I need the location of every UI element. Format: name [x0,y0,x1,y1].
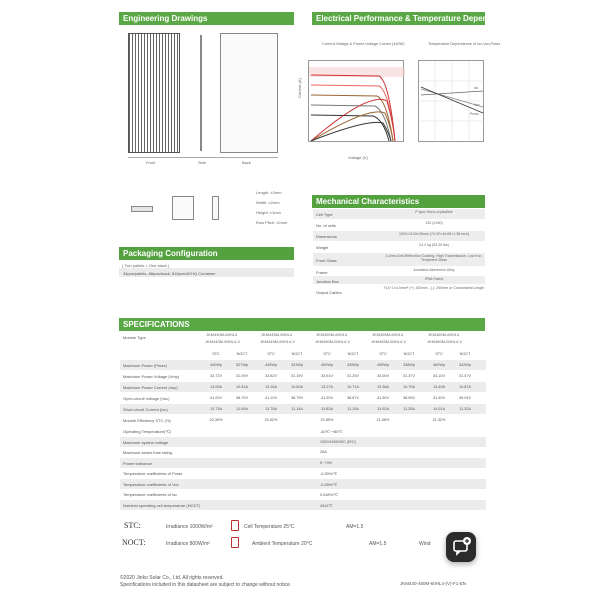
spec-cell: 455Wp [376,363,390,367]
iv-chart-ylabel: Current (A) [297,78,302,98]
model-4-b: JKM455M-60HL4-V [371,339,407,344]
noct-col: NOCT [291,352,303,356]
mech-key: Cell Type [316,212,333,217]
detail-drawing-1 [131,206,153,212]
spec-cell: 13.05A [209,385,223,389]
spec-cell: 10.79A [402,385,416,389]
noct-col: NOCT [459,352,471,356]
stc-condition-label: STC: [124,521,141,530]
packaging-row-text: 34pcs/pallets, 68pcs/stack, 816pcs/40'HQ Container [123,270,216,276]
spec-cell: 342Wp [458,363,472,367]
spec-cell: 327Wp [235,363,249,367]
panel-back-drawing [220,33,278,153]
common-spec-value: -40℃~+85℃ [320,430,343,434]
mech-row-cell-type [313,209,485,220]
packaging-subtitle: ( Two pallets = One stack ) [122,263,170,268]
common-spec-value: 0.048%/℃ [320,493,339,497]
noct-air-mass: AM=1.5 [369,541,387,547]
spec-cell: 450Wp [320,363,334,367]
model-3-a: JKM450M-60HL4 [316,332,348,337]
module-type-label: Module Type [123,335,146,340]
noct-col: NOCT [403,352,415,356]
model-4-a: JKM455M-60HL4 [372,332,404,337]
mech-row-dimensions [313,231,485,242]
common-spec-label: Temperature coefficients of Voc [123,481,179,487]
drawing-label-back: Back [242,160,251,165]
spec-cell: 21.32% [432,418,446,422]
mech-value: 24.2 kg (53.35 lbs) [419,243,449,247]
mech-value: 3.2mm,Anti-Reflection Coating, High Transmission, Low Iron, Tempered Glass [385,254,483,263]
spec-cell: 33.82V [264,374,278,378]
spec-cell: 13.16A [264,385,278,389]
common-spec-value: 1000/1500VDC (IEC) [320,439,356,444]
spec-cell: 41.40V [432,396,446,400]
spec-cell: 13.27A [320,385,334,389]
detail-drawing-2 [172,196,194,220]
spec-cell: 20.39% [209,418,223,422]
noct-ambient-temperature: Ambient Temperature 20°C [252,541,313,547]
spec-row [120,415,486,425]
spec-row-label: Short-circuit Current (Isc) [123,407,168,412]
spec-row-label: Maximum Power (Pmax) [123,363,167,368]
common-spec-value: 45±2℃ [320,503,333,508]
drawing-label-front: Front [146,160,156,165]
spec-cell: 21.08% [376,418,390,422]
spec-cell: 20.85% [320,418,334,422]
common-spec-row [120,458,486,468]
common-spec-row [120,447,486,457]
iv-curve-svg [309,61,405,143]
common-spec-row [120,468,486,478]
noct-wind: Wind [419,541,431,547]
spec-cell: 41.00V [209,396,223,400]
footer-document-code: JKM440-460M-60HL4-(V)-F1-EN [400,581,467,586]
temperature-svg [419,61,485,143]
temp-legend-pmax: Pmax [470,112,479,116]
temp-legend-voc: Voc [474,103,480,107]
common-spec-row [120,479,486,489]
spec-cell: 13.38A [376,385,390,389]
temp-legend-isc: Isc [474,86,479,90]
panel-front-drawing [128,33,180,153]
spec-cell: 440Wp [209,363,223,367]
stc-col: STC [323,352,331,356]
spec-row [120,404,486,414]
stc-col: STC [212,352,220,356]
mech-row-cells [313,220,485,231]
common-spec-value: 25A [320,450,327,454]
stc-col: STC [379,352,387,356]
mech-key: Front Glass [316,258,337,263]
mech-key: Frame [316,270,328,275]
mech-value: P type Mono-crystalline [415,210,453,214]
common-spec-label: Operating Temperature(℃) [123,429,172,434]
mech-row-junction-box [313,276,485,285]
stc-noct-header-row [120,349,486,359]
noct-col: NOCT [347,352,359,356]
stc-cell-temperature: Cell Temperature 25°C [244,524,295,530]
mech-value: 120 (2×60) [425,221,443,225]
common-spec-label: Maximum system voltage [123,439,169,445]
model-1-a: JKM440M-60HL4 [206,332,238,337]
mechanical-header: Mechanical Characteristics [312,195,485,208]
noct-condition-label: NOCT: [122,538,146,547]
spec-cell: 460Wp [432,363,446,367]
common-spec-value: -0.28%/℃ [320,482,338,487]
spec-cell: 10.87A [458,385,472,389]
common-spec-label: Temperature coefficients of Pmax [123,471,183,476]
spec-cell: 33.91V [320,374,334,378]
cell-temp-icon [231,520,239,531]
spec-cell: 34.10V [432,374,446,378]
spec-cell: 39.04V [458,396,472,400]
tolerance-height: Height: ±1mm [256,210,281,215]
spec-cell: 11.32A [459,407,471,411]
spec-row-label: Open-circuit Voltage (Voc) [123,396,170,401]
mech-key: Weight [316,245,329,250]
spec-cell: 10.60A [290,385,304,389]
electrical-performance-header: Electrical Performance & Temperature Dependence [312,12,485,25]
engineering-drawings-header: Engineering Drawings [119,12,294,25]
ambient-temp-icon [231,537,239,548]
spec-row-label: Module Efficiency STC (%) [123,418,171,423]
spec-cell: 13.73A [209,407,223,411]
mech-key: Output Cables [316,290,342,295]
spec-cell: 31.37V [402,374,416,378]
spec-cell: 13.92A [376,407,390,411]
dimension-line [128,157,278,158]
spec-cell: 331Wp [290,363,304,367]
detail-drawing-3 [212,196,219,220]
spec-row-label: Maximum Power Voltage (Vmp) [123,374,180,379]
stc-air-mass: AM=1.5 [346,524,364,530]
noct-irradiance: Irradiance 800W/m² [166,541,210,547]
spec-cell: 31.09V [235,374,249,378]
stc-irradiance: Irradiance 1000W/m² [166,524,213,530]
spec-cell: 13.49A [432,385,446,389]
tolerance-length: Length: ±2mm [256,190,282,195]
noct-col: NOCT [236,352,248,356]
chat-icon [446,532,476,562]
common-spec-row [120,426,486,436]
mech-row-weight [313,242,485,253]
spec-row [120,371,486,381]
iv-chart-title: Current-Voltage & Power-Voltage Curves (440W) [322,42,405,46]
model-2-a: JKM445M-60HL4 [261,332,293,337]
spec-cell: 41.20V [320,396,334,400]
spec-cell: 34.00V [376,374,390,378]
drawing-label-side: Side [198,160,207,165]
iv-chart-xlabel: Voltage (V) [348,155,368,160]
spec-cell: 31.19V [290,374,304,378]
packaging-row [119,268,294,277]
spec-cell: 38.87V [346,396,360,400]
spec-cell: 20.62% [264,418,278,422]
mech-row-front-glass [313,253,485,267]
stc-col: STC [267,352,275,356]
common-spec-label: Maximum series fuse rating [123,450,172,455]
spec-cell: 11.25A [403,407,415,411]
spec-cell: 338Wp [402,363,416,367]
tolerance-width: Width: ±2mm [256,200,280,205]
common-spec-label: Nominal operating cell temperature (NOCT) [123,502,201,508]
model-5-a: JKM460M-60HL4 [428,332,460,337]
mech-value: IP68 Rated [425,277,443,281]
spec-cell: 31.25V [346,374,360,378]
chat-button[interactable] [446,532,476,562]
iv-curve-chart [308,60,404,142]
spec-cell: 38.79V [290,396,304,400]
spec-cell: 335Wp [346,363,360,367]
spec-cell: 33.72V [209,374,223,378]
spec-cell: 41.10V [264,396,278,400]
mech-value: Anodized Aluminium Alloy [413,268,455,272]
mech-value: TUV 1×4.0mm² (+): 400mm , (-): 200mm or Customized Length [383,286,485,290]
spec-row [120,360,486,370]
temperature-chart [418,60,484,142]
tolerance-row-pitch: Row Pitch: ±2mm [256,220,288,225]
spec-cell: 38.95V [402,396,416,400]
mech-value: 1903×1134×35mm (74.92×44.65×1.38 inch) [398,232,470,236]
model-5-b: JKM460M-60HL4-V [427,339,463,344]
common-spec-label: Power tolerance [123,460,152,466]
mech-key: Junction Box [316,279,339,284]
spec-row [120,393,486,403]
spec-cell: 38.70V [235,396,249,400]
panel-side-drawing [200,35,202,151]
footer-copyright: ©2020 Jinko Solar Co., Ltd. All rights reserved. [120,575,224,581]
stc-col: STC [435,352,443,356]
spec-row-label: Maximum Power Current (Imp) [123,385,178,390]
footer-disclaimer: Specifications included in this datasheet are subject to change without notice. [120,582,292,588]
spec-row [120,382,486,392]
model-1-b: JKM440M-60HL4-V [205,339,241,344]
spec-cell: 10.51A [235,385,249,389]
spec-cell: 14.01A [432,407,446,411]
model-2-b: JKM445M-60HL4-V [260,339,296,344]
mech-row-frame [313,267,485,276]
spec-cell: 445Wp [264,363,278,367]
packaging-header: Packaging Configuration [119,247,294,260]
spec-cell: 13.83A [320,407,334,411]
spec-cell: 13.78A [264,407,278,411]
mech-row-output-cables [313,285,485,299]
spec-cell: 11.14A [291,407,303,411]
common-spec-label: Temperature coefficients of Isc [123,492,178,497]
model-3-b: JKM450M-60HL4-V [315,339,351,344]
common-spec-row [120,437,486,447]
common-spec-value: -0.35%/℃ [320,472,338,476]
temp-chart-title: Temperature Dependence of Isc,Voc,Pmax [428,42,501,46]
mech-key: No. of cells [316,223,336,228]
common-spec-row [120,489,486,499]
common-spec-value: 0~+3% [320,460,333,465]
mech-key: Dimensions [316,234,337,239]
specifications-header: SPECIFICATIONS [119,318,485,331]
spec-cell: 31.47V [458,374,472,378]
spec-cell: 11.19A [347,407,359,411]
spec-cell: 41.30V [376,396,390,400]
common-spec-row [120,500,486,510]
spec-cell: 10.71A [346,385,360,389]
spec-cell: 11.09A [236,407,248,411]
